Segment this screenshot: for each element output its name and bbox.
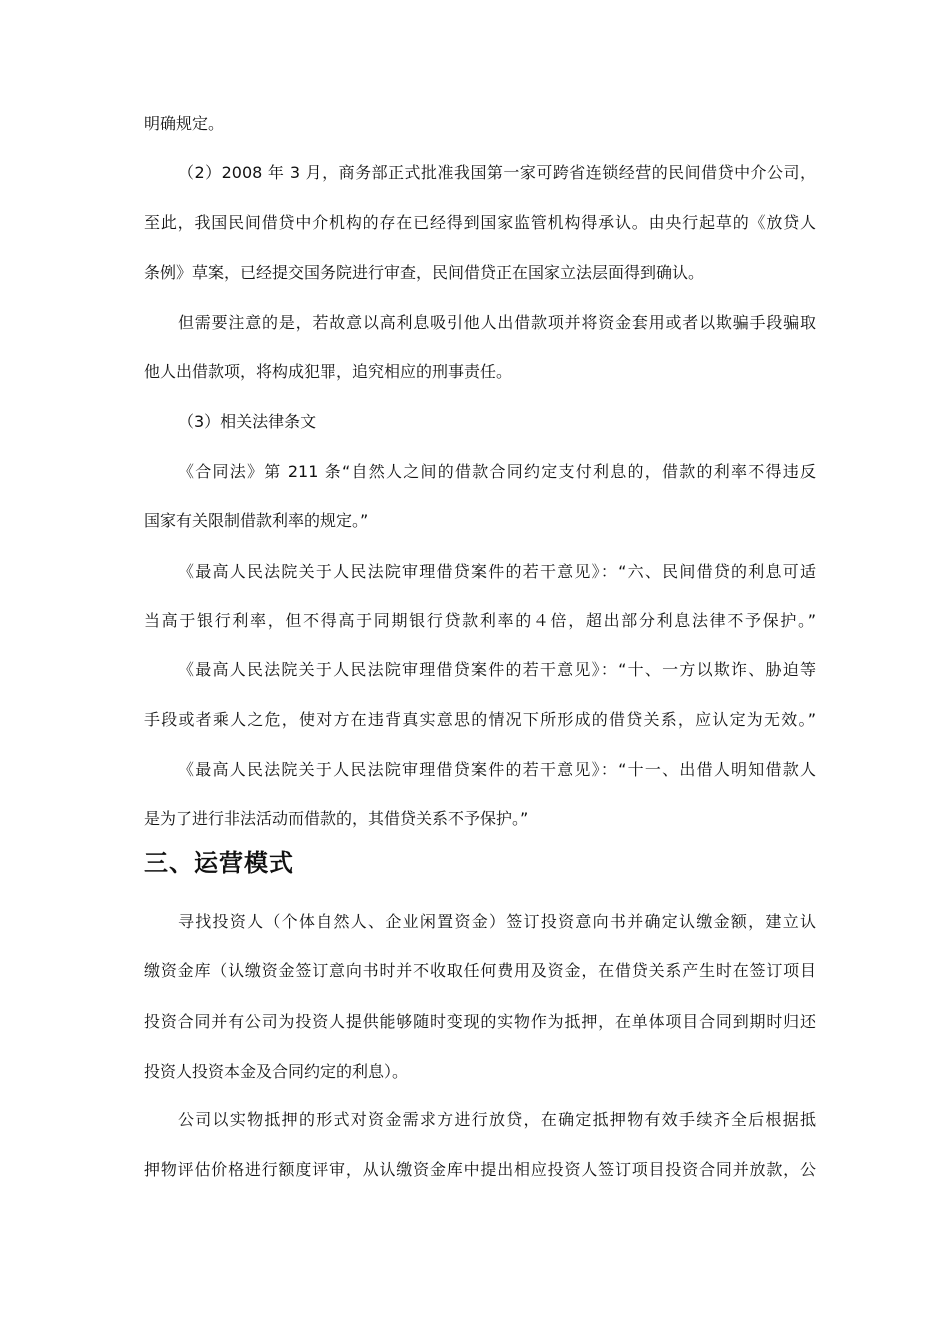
paragraph-line: 国家有关限制借款利率的规定。” [144,511,369,530]
paragraph-line: 《合同法》第 211 条“自然人之间的借款合同约定支付利息的，借款的利率不得违反 [178,462,816,481]
paragraph-line: 公司以实物抵押的形式对资金需求方进行放贷，在确定抵押物有效手续齐全后根据抵 [178,1110,816,1129]
paragraph-line: 是为了进行非法活动而借款的，其借贷关系不予保护。” [144,809,529,828]
paragraph-line: 至此，我国民间借贷中介机构的存在已经得到国家监管机构得承认。由央行起草的《放贷人 [144,213,816,232]
paragraph-line: 缴资金库（认缴资金签订意向书时并不收取任何费用及资金，在借贷关系产生时在签订项目 [144,961,816,980]
paragraph-line: 《最高人民法院关于人民法院审理借贷案件的若干意见》：“十一、出借人明知借款人 [178,760,816,779]
paragraph-line: （3）相关法律条文 [178,412,317,431]
paragraph-line: 但需要注意的是，若故意以高利息吸引他人出借款项并将资金套用或者以欺骗手段骗取 [178,313,816,332]
paragraph-line: 寻找投资人（个体自然人、企业闲置资金）签订投资意向书并确定认缴金额，建立认 [178,912,816,931]
paragraph-line: 条例》草案，已经提交国务院进行审查，民间借贷正在国家立法层面得到确认。 [144,263,705,282]
paragraph-line: 《最高人民法院关于人民法院审理借贷案件的若干意见》：“十、一方以欺诈、胁迫等 [178,660,816,679]
paragraph-line: 投资人投资本金及合同约定的利息）。 [144,1062,409,1081]
paragraph-line: 明确规定。 [144,114,225,133]
paragraph-line: 他人出借款项，将构成犯罪，追究相应的刑事责任。 [144,362,513,381]
paragraph-line: 投资合同并有公司为投资人提供能够随时变现的实物作为抵押，在单体项目合同到期时归还 [144,1012,816,1031]
paragraph-line: 押物评估价格进行额度评审，从认缴资金库中提出相应投资人签订项目投资合同并放款，公 [144,1160,816,1179]
paragraph-line: 《最高人民法院关于人民法院审理借贷案件的若干意见》：“六、民间借贷的利息可适 [178,562,816,581]
paragraph-line: 当高于银行利率，但不得高于同期银行贷款利率的４倍，超出部分利息法律不予保护。” [144,611,816,630]
paragraph-line: 手段或者乘人之危，使对方在违背真实意思的情况下所形成的借贷关系，应认定为无效。” [144,710,816,729]
paragraph-line: （2）2008 年 3 月，商务部正式批准我国第一家可跨省连锁经营的民间借贷中介公司， [178,163,816,182]
section-heading: 三、运营模式 [144,849,294,877]
